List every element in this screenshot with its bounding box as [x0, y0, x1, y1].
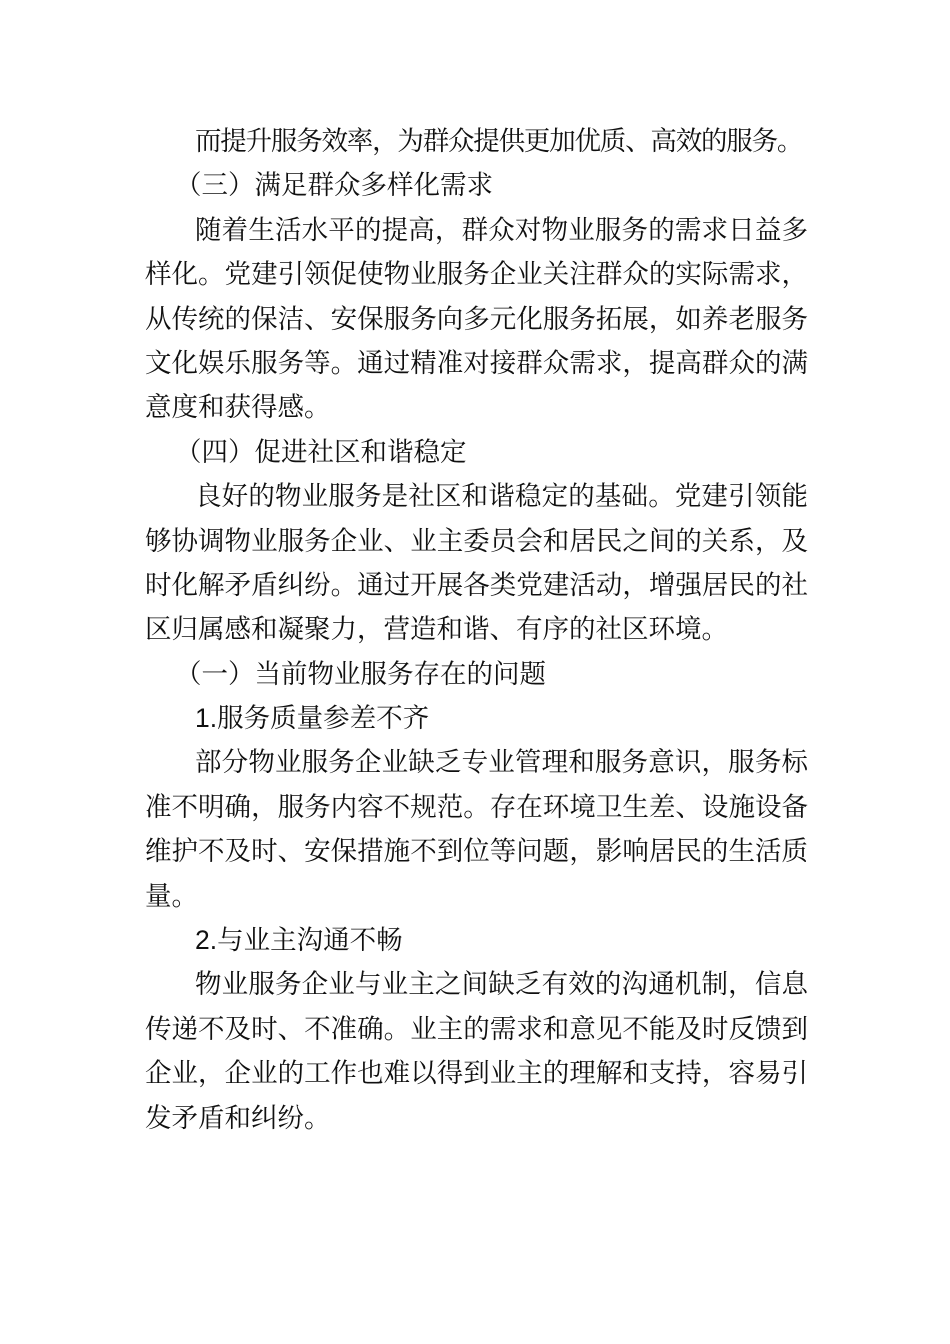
body-line: 从传统的保洁、安保服务向多元化服务拓展，如养老服务 [145, 303, 808, 334]
body-paragraph [145, 474, 808, 652]
section-heading-paragraph [145, 163, 808, 207]
body-line: 样化。党建引领促使物业服务企业关注群众的实际需求， [145, 259, 808, 290]
body-line: 企业，企业的工作也难以得到业主的理解和支持，容易引 [145, 1058, 808, 1089]
numbered-heading-paragraph [145, 918, 808, 962]
body-line: 随着生活水平的提高，群众对物业服务的需求日益多 [195, 214, 808, 245]
body-line: 而提升服务效率，为群众提供更加优质、高效的服务。 [195, 126, 803, 156]
body-line: 意度和获得感。 [145, 392, 331, 423]
section-heading-paragraph [145, 652, 808, 696]
body-paragraph [145, 740, 808, 918]
body-paragraph [145, 208, 808, 430]
document-body [145, 119, 808, 1140]
body-line: 准不明确，服务内容不规范。存在环境卫生差、设施设备 [145, 791, 808, 822]
body-line: 发矛盾和纠纷。 [145, 1102, 331, 1133]
section-heading: （三）满足群众多样化需求 [175, 170, 493, 201]
section-heading: （四）促进社区和谐稳定 [175, 436, 467, 467]
body-line: 量。 [145, 880, 198, 911]
numbered-heading: 1.服务质量参差不齐 [195, 703, 430, 734]
body-line: 文化娱乐服务等。通过精准对接群众需求，提高群众的满 [145, 347, 808, 378]
body-line: 时化解矛盾纠纷。通过开展各类党建活动，增强居民的社 [145, 569, 808, 600]
body-line: 良好的物业服务是社区和谐稳定的基础。党建引领能 [195, 481, 808, 512]
body-line: 区归属感和凝聚力，营造和谐、有序的社区环境。 [145, 614, 728, 645]
numbered-heading: 2.与业主沟通不畅 [195, 925, 403, 956]
numbered-heading-paragraph [145, 696, 808, 740]
body-line: 够协调物业服务企业、业主委员会和居民之间的关系，及 [145, 525, 808, 556]
section-heading-paragraph [145, 430, 808, 474]
section-heading: （一）当前物业服务存在的问题 [175, 658, 546, 689]
body-line: 部分物业服务企业缺乏专业管理和服务意识，服务标 [195, 747, 808, 778]
body-line: 维护不及时、安保措施不到位等问题，影响居民的生活质 [145, 836, 808, 867]
body-paragraph [145, 119, 808, 163]
body-line: 传递不及时、不准确。业主的需求和意见不能及时反馈到 [145, 1013, 808, 1044]
body-paragraph [145, 962, 808, 1140]
body-line: 物业服务企业与业主之间缺乏有效的沟通机制，信息 [195, 969, 808, 1000]
